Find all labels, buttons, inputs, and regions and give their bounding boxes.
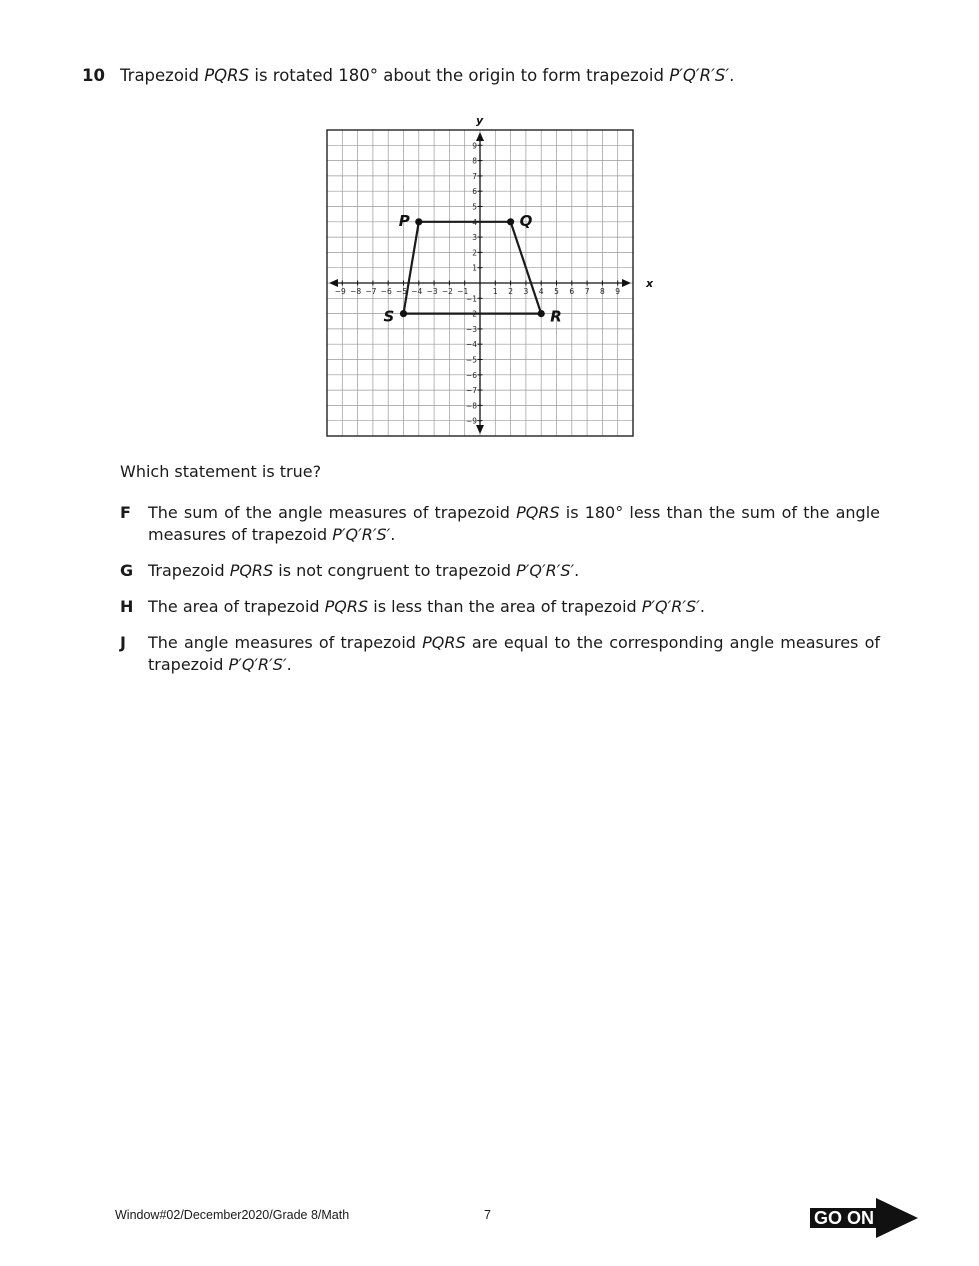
y-tick-label: −7	[465, 386, 477, 396]
question-stem	[120, 66, 734, 85]
x-tick-label: −1	[457, 287, 469, 296]
choice-text	[148, 502, 880, 546]
x-tick-label: 7	[584, 287, 590, 296]
choice-shape: P′Q′R′S′	[332, 525, 391, 544]
x-tick-label: −2	[441, 287, 453, 296]
y-tick-label: 7	[472, 171, 477, 181]
y-tick-label: −8	[465, 401, 477, 411]
x-tick-label: 9	[615, 287, 621, 296]
answer-choice-h[interactable]	[120, 596, 880, 618]
choice-text-part: is not congruent to trapezoid	[273, 561, 517, 580]
go-on-indicator	[810, 1198, 920, 1238]
y-axis-label: y	[476, 114, 484, 127]
point-s	[400, 310, 407, 317]
choice-shape: P′Q′R′S′	[228, 655, 287, 674]
choice-letter: H	[120, 597, 134, 616]
y-axis-arrow-down-icon	[476, 425, 484, 434]
point-p	[415, 218, 422, 225]
choice-text-part: .	[574, 561, 580, 580]
x-tick-label: 4	[538, 287, 544, 296]
choice-text-part: The sum of the angle measures of trapezoid	[148, 503, 517, 522]
x-tick-label: −9	[334, 287, 346, 296]
y-tick-label: −1	[465, 294, 477, 304]
answer-choice-j[interactable]	[120, 632, 880, 676]
point-label-r: R	[550, 307, 562, 326]
y-tick-label: 2	[472, 248, 477, 258]
choice-shape: PQRS	[516, 503, 560, 522]
choice-shape: PQRS	[229, 561, 274, 580]
arrow-right-icon	[876, 1198, 918, 1238]
x-tick-label: −3	[426, 287, 438, 296]
x-tick-label: 5	[554, 287, 559, 296]
y-tick-label: 3	[472, 233, 477, 243]
point-q	[507, 218, 514, 225]
point-label-q: Q	[519, 211, 533, 230]
choice-letter: F	[120, 503, 131, 522]
x-tick-label: 3	[523, 287, 529, 296]
choice-text-part: The angle measures of trapezoid	[148, 633, 423, 652]
question-prompt: Which statement is true?	[120, 462, 322, 481]
choice-shape: PQRS	[324, 597, 369, 616]
point-label-p: P	[398, 211, 410, 230]
point-r	[538, 310, 545, 317]
x-tick-label: −8	[350, 287, 362, 296]
x-tick-label: 2	[508, 287, 513, 296]
y-tick-label: −9	[465, 416, 477, 426]
page-number: 7	[484, 1208, 491, 1222]
y-tick-label: −2	[465, 309, 477, 319]
choice-text	[148, 560, 880, 582]
choice-shape: P′Q′R′S′	[516, 561, 575, 580]
y-tick-label: 8	[472, 156, 477, 166]
answer-choice-g[interactable]	[120, 560, 880, 582]
x-axis-label: x	[646, 277, 654, 290]
choice-text-part: .	[390, 525, 396, 544]
stem-text-2: is rotated 180° about the origin to form trapezoid	[249, 66, 670, 85]
x-tick-label: 6	[569, 287, 575, 296]
choice-letter: G	[120, 561, 134, 580]
choice-text-part: The area of trapezoid	[148, 597, 325, 616]
answer-choice-f[interactable]	[120, 502, 880, 546]
stem-shape-1: PQRS	[204, 66, 250, 85]
choice-text	[148, 596, 880, 618]
x-axis-arrow-left-icon	[329, 279, 338, 287]
footer-document-id: Window#02/December2020/Grade 8/Math	[115, 1208, 350, 1222]
choice-text-part: is less than the area of trapezoid	[368, 597, 642, 616]
y-tick-label: 1	[472, 263, 477, 273]
point-label-s: S	[383, 307, 395, 326]
stem-text-1: Trapezoid	[120, 66, 205, 85]
choice-text-part: are equal to the corresponding angle measures of trapezoid	[148, 633, 881, 674]
y-tick-label: −5	[465, 355, 477, 365]
go-on-label: GO ON	[814, 1208, 875, 1228]
x-tick-label: −6	[380, 287, 392, 296]
choice-text-part: is 180° less than the sum of the angle measures of trapezoid	[148, 503, 881, 544]
stem-shape-2: P′Q′R′S′	[669, 66, 730, 85]
y-tick-label: 4	[472, 217, 477, 227]
coordinate-graph	[318, 108, 658, 448]
y-tick-label: −3	[465, 324, 477, 334]
x-tick-label: 8	[600, 287, 605, 296]
y-tick-label: −6	[465, 370, 477, 380]
choice-text-part: .	[699, 597, 705, 616]
choice-text-part: Trapezoid	[148, 561, 230, 580]
y-axis-arrow-up-icon	[476, 132, 484, 141]
choice-text-part: .	[286, 655, 292, 674]
y-tick-label: 6	[472, 187, 477, 197]
choice-letter: J	[120, 633, 126, 652]
stem-text-3: .	[729, 66, 735, 85]
choice-shape: PQRS	[422, 633, 466, 652]
x-tick-label: −5	[395, 287, 408, 296]
x-tick-label: −7	[365, 287, 377, 296]
question-number: 10	[82, 66, 105, 85]
x-tick-label: −4	[411, 287, 423, 296]
y-tick-label: −4	[465, 340, 477, 350]
y-tick-label: 9	[472, 141, 477, 151]
x-axis-arrow-right-icon	[622, 279, 631, 287]
choice-shape: P′Q′R′S′	[641, 597, 700, 616]
x-tick-label: 1	[492, 287, 498, 296]
y-tick-label: 5	[472, 202, 477, 212]
choice-text	[148, 632, 880, 676]
